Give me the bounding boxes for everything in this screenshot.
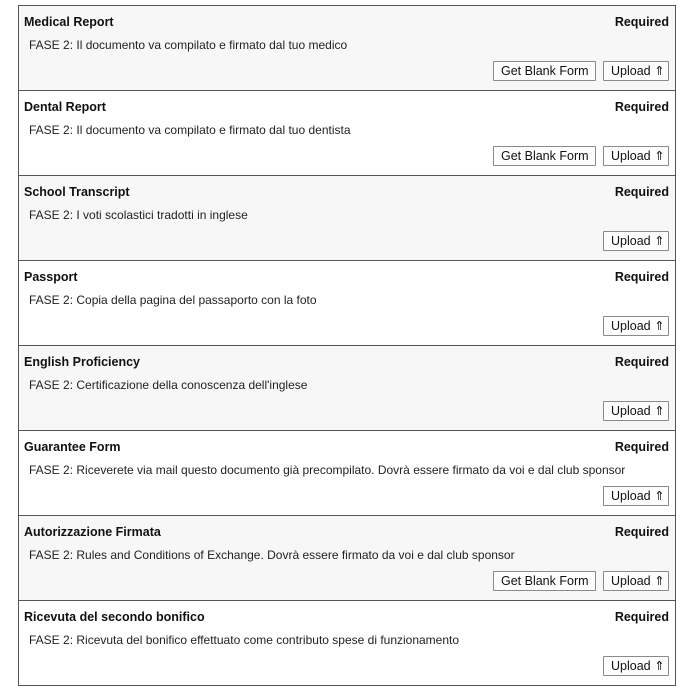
- required-badge: Required: [614, 185, 669, 199]
- upload-button[interactable]: Upload ⇑: [603, 61, 669, 81]
- upload-button[interactable]: Upload ⇑: [603, 571, 669, 591]
- document-title: Medical Report: [24, 15, 114, 29]
- document-item-school-transcript: [19, 176, 675, 261]
- required-badge: Required: [614, 355, 669, 369]
- document-description: FASE 2: Ricevuta del bonifico effettuato come contributo spese di funzionamento: [29, 633, 460, 647]
- required-badge: Required: [614, 100, 669, 114]
- document-title: Dental Report: [24, 100, 106, 114]
- required-badge: Required: [614, 525, 669, 539]
- document-title: Autorizzazione Firmata: [24, 525, 161, 539]
- document-description: FASE 2: Riceverete via mail questo documento già precompilato. Dovrà essere firmato da voi e dal club sponsor: [29, 463, 626, 477]
- document-item-autorizzazione-firmata: [19, 516, 675, 601]
- get-blank-form-button[interactable]: Get Blank Form: [493, 571, 596, 591]
- document-title: Passport: [24, 270, 78, 284]
- get-blank-form-button[interactable]: Get Blank Form: [493, 146, 596, 166]
- upload-button[interactable]: Upload ⇑: [603, 401, 669, 421]
- document-title: English Proficiency: [24, 355, 141, 369]
- upload-button[interactable]: Upload ⇑: [603, 146, 669, 166]
- document-item-guarantee-form: [19, 431, 675, 516]
- document-title: School Transcript: [24, 185, 130, 199]
- upload-button[interactable]: Upload ⇑: [603, 486, 669, 506]
- document-title: Guarantee Form: [24, 440, 121, 454]
- document-item-medical-report: [19, 6, 675, 91]
- document-description: FASE 2: Copia della pagina del passaporto con la foto: [29, 293, 317, 307]
- document-description: FASE 2: Il documento va compilato e firmato dal tuo medico: [29, 38, 348, 52]
- get-blank-form-button[interactable]: Get Blank Form: [493, 61, 596, 81]
- required-badge: Required: [614, 440, 669, 454]
- document-description: FASE 2: I voti scolastici tradotti in inglese: [29, 208, 248, 222]
- required-badge: Required: [614, 610, 669, 624]
- document-item-english-proficiency: [19, 346, 675, 431]
- document-description: FASE 2: Rules and Conditions of Exchange. Dovrà essere firmato da voi e dal club sponsor: [29, 548, 515, 562]
- upload-button[interactable]: Upload ⇑: [603, 231, 669, 251]
- document-list: [18, 5, 676, 686]
- document-title: Ricevuta del secondo bonifico: [24, 610, 205, 624]
- required-badge: Required: [614, 270, 669, 284]
- document-item-ricevuta-secondo-bonifico: [19, 601, 675, 686]
- upload-button[interactable]: Upload ⇑: [603, 316, 669, 336]
- upload-button[interactable]: Upload ⇑: [603, 656, 669, 676]
- required-badge: Required: [614, 15, 669, 29]
- document-description: FASE 2: Certificazione della conoscenza dell'inglese: [29, 378, 308, 392]
- document-item-passport: [19, 261, 675, 346]
- document-description: FASE 2: Il documento va compilato e firmato dal tuo dentista: [29, 123, 351, 137]
- document-item-dental-report: [19, 91, 675, 176]
